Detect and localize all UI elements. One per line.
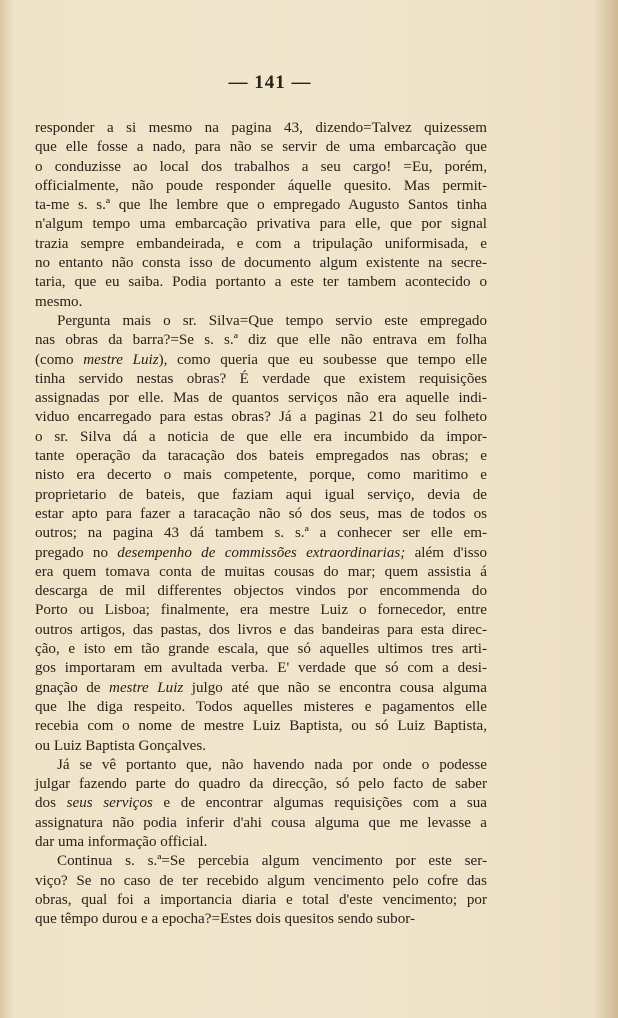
text-segment: e de encontrar algumas requisições com a sua [152, 795, 488, 812]
text-line [35, 138, 487, 157]
text-segment: ou Luiz Baptista Gonçalves. [35, 737, 207, 754]
text-segment: viduo encarregado para estas obras? Já a paginas 21 do seu folheto [35, 409, 487, 426]
text-line [35, 331, 487, 350]
text-segment: que elle fosse a nado, para não se servir de uma embarcação que [35, 139, 487, 156]
text-segment: pregado no [35, 544, 118, 561]
text-line [35, 679, 487, 698]
paragraph [35, 756, 487, 852]
italic-text: mestre Luiz [83, 351, 159, 368]
text-line [35, 158, 487, 177]
text-segment: proprietario de bateis, que faziam aqui igual serviço, devia de [35, 486, 487, 503]
text-segment: estar apto para fazer a taracação não só dos seus, mas de todos os [35, 505, 487, 522]
text-line [35, 814, 487, 833]
text-segment: assignadas por elle. Mas de quantos serviços não era aquelle indi- [35, 390, 487, 407]
text-segment: nas obras da barra?=Se s. s.ª diz que elle não entrava em folha [35, 332, 487, 349]
text-line [35, 582, 487, 601]
text-line [35, 196, 487, 215]
text-line [35, 737, 487, 756]
text-segment: Continua s. s.ª=Se percebia algum vencimento por este ser- [57, 853, 487, 870]
paragraph [35, 852, 487, 929]
text-line [35, 833, 487, 852]
text-line [35, 370, 487, 389]
text-segment: n'algum tempo uma embarcação privativa para elle, que por signal [35, 216, 487, 233]
text-segment: viço? Se no caso de ter recebido algum vencimento pelo cofre das [35, 872, 487, 889]
text-line [35, 544, 487, 563]
text-line [35, 351, 487, 370]
text-line [35, 408, 487, 427]
text-segment: outros; na pagina 43 dá tambem s. s.ª a conhecer ser elle em- [35, 525, 487, 542]
text-line [35, 640, 487, 659]
text-line [35, 235, 487, 254]
text-line [35, 717, 487, 736]
text-segment: dos [35, 795, 67, 812]
text-segment: no entanto não consta isso de documento algum existente na secre- [35, 255, 487, 272]
text-line [35, 119, 487, 138]
text-segment: officialmente, não poude responder áquelle quesito. Mas permit- [35, 177, 487, 194]
text-segment: (como [35, 351, 84, 368]
text-line [35, 273, 487, 292]
text-segment: que têmpo durou e a epocha?=Estes dois quesitos sendo subor- [35, 911, 416, 928]
text-segment: o sr. Silva dá a noticia de que elle era incumbido da impor- [35, 428, 487, 445]
text-line [35, 486, 487, 505]
text-segment: obras, qual foi a importancia diaria e total d'este vencimento; por [35, 891, 487, 908]
text-line [35, 775, 487, 794]
text-segment: ção, e isto em tão grande escala, que só aquelles ultimos tres arti- [35, 641, 487, 658]
text-segment: ), como queria que eu soubesse que tempo elle [158, 351, 487, 368]
text-segment: julgo até que não se encontra cousa alguma [183, 679, 487, 696]
text-line [35, 389, 487, 408]
text-segment: tante operação da taracação dos bateis empregados nas obras; e [35, 448, 487, 465]
paragraph [35, 312, 487, 756]
text-segment: dar uma informação official. [35, 833, 208, 850]
text-line [35, 698, 487, 717]
text-segment: responder a si mesmo na pagina 43, dizendo=Talvez quizessem [35, 120, 487, 136]
text-line [35, 621, 487, 640]
text-line [35, 254, 487, 273]
italic-text: desempenho de commissões extraordinarias; [117, 544, 406, 561]
text-segment: assignatura não podia inferir d'ahi cousa alguma que me levasse a [35, 814, 487, 831]
text-line [35, 659, 487, 678]
text-segment: taria, que eu saiba. Podia portanto a este ter tambem acontecido o [35, 274, 487, 291]
text-segment: era quem tomava conta de muitas cousas do mar; quem assistia á [35, 563, 487, 580]
text-segment: julgar fazendo parte do quadro da direcção, só pelo facto de saber [35, 776, 487, 793]
text-segment: tinha servido nestas obras? É verdade que existem requisições [35, 370, 487, 387]
text-segment: gnação de [35, 679, 110, 696]
paragraph [35, 119, 487, 312]
text-segment: Porto ou Lisboa; finalmente, era mestre Luiz o fornecedor, entre [35, 602, 487, 619]
text-line [35, 891, 487, 910]
text-segment: outros artigos, das pastas, dos livros e das bandeiras para esta direc- [35, 621, 487, 638]
text-segment: Pergunta mais o sr. Silva=Que tempo servio este empregado [57, 312, 487, 329]
text-line [35, 563, 487, 582]
text-segment: além d'isso [405, 544, 487, 561]
text-line [35, 505, 487, 524]
text-segment: mesmo. [35, 293, 83, 310]
text-segment: gos importaram em avultada verba. E' verdade que só com a desi- [35, 660, 487, 677]
text-segment: trazia sempre embandeirada, e com a tripulação uniformisada, e [35, 235, 487, 252]
text-segment: Já se vê portanto que, não havendo nada por onde o podesse [57, 756, 487, 773]
text-segment: o conduzisse ao local dos trabalhos a seu cargo! =Eu, porém, [35, 158, 487, 175]
body-text [35, 119, 487, 929]
text-segment: ta-me s. s.ª que lhe lembre que o empregado Augusto Santos tinha [35, 197, 487, 214]
page-number: — 141 — [228, 72, 312, 93]
text-line [35, 312, 487, 331]
text-line [35, 466, 487, 485]
text-line [35, 601, 487, 620]
text-line [35, 794, 487, 813]
text-line [35, 872, 487, 891]
text-segment: descarga de mil differentes objectos vindos por encommenda do [35, 583, 487, 600]
text-line [35, 428, 487, 447]
text-segment: recebia com o nome de mestre Luiz Baptista, ou só Luiz Baptista, [35, 718, 487, 735]
text-line [35, 215, 487, 234]
italic-text: seus serviços [66, 795, 153, 812]
text-segment: nisto era decerto o mais competente, porque, como maritimo e [35, 467, 487, 484]
text-line [35, 524, 487, 543]
text-line [35, 852, 487, 871]
text-segment: que lhe diga respeito. Todos aquelles misteres e pagamentos elle [35, 698, 487, 715]
text-line [35, 293, 487, 312]
text-line [35, 447, 487, 466]
text-line [35, 756, 487, 775]
italic-text: mestre Luiz [109, 679, 184, 696]
text-line [35, 177, 487, 196]
text-line [35, 910, 487, 929]
